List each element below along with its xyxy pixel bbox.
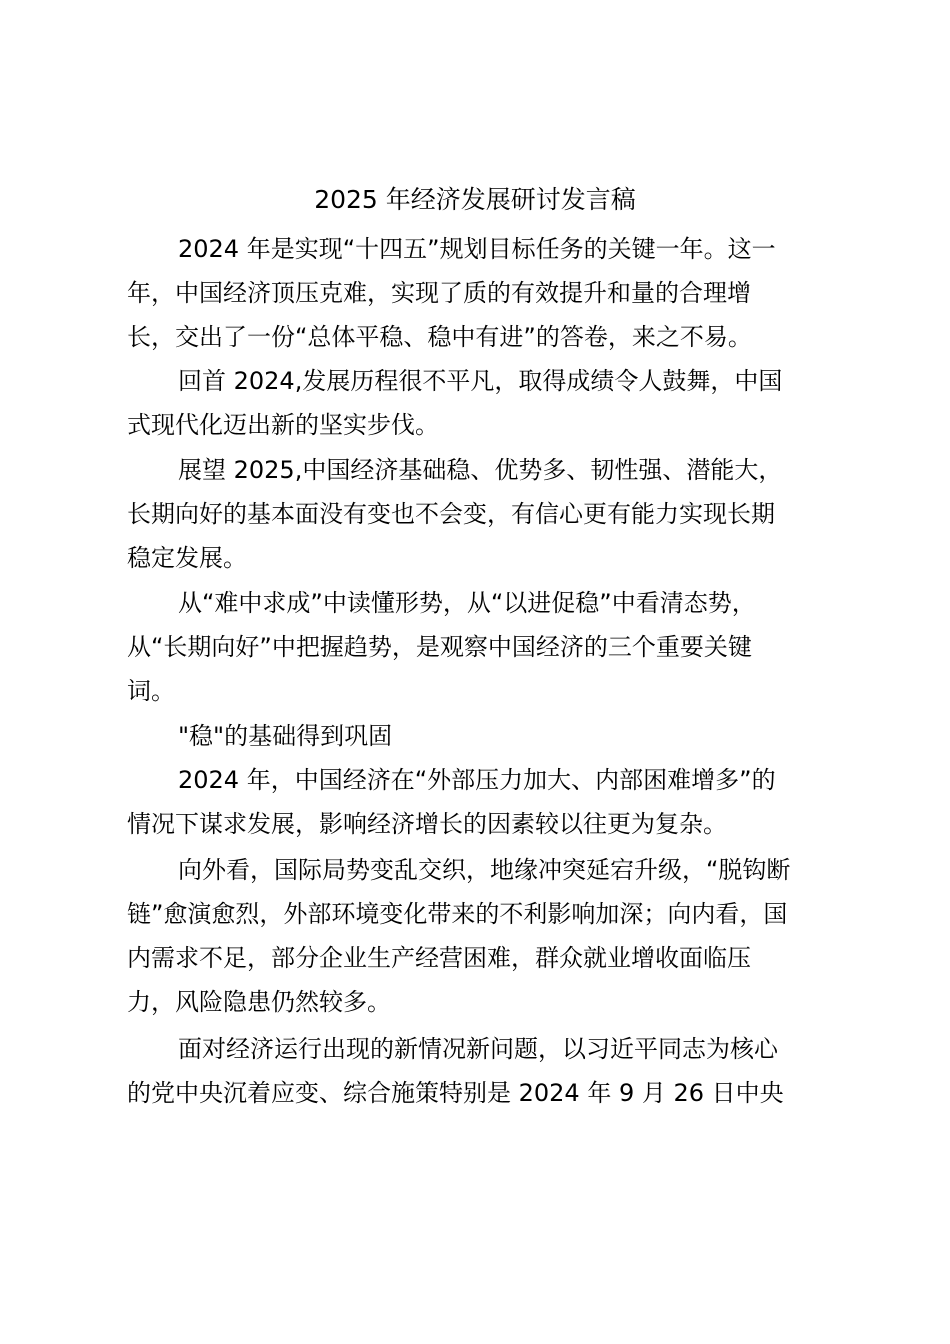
paragraph-line: 2024 年，中国经济在“外部压力加大、内部困难增多”的 (178, 766, 776, 794)
paragraph-2 (127, 359, 847, 447)
section-heading (127, 714, 847, 758)
document-title: 2025 年经济发展研讨发言稿 (314, 185, 636, 214)
paragraph-line: 长，交出了一份“总体平稳、稳中有进”的答卷，来之不易。 (127, 323, 752, 351)
paragraph-line: 年，中国经济顶压克难，实现了质的有效提升和量的合理增 (127, 279, 751, 307)
paragraph-line: 稳定发展。 (127, 544, 247, 572)
paragraph-line: 展望 2025,中国经济基础稳、优势多、韧性强、潜能大， (178, 456, 783, 484)
paragraph-line: 向外看，国际局势变乱交织，地缘冲突延宕升级，“脱钩断 (178, 856, 791, 884)
paragraph-line: 的党中央沉着应变、综合施策特别是 2024 年 9 月 26 日中央 (127, 1079, 784, 1107)
section-heading-text: "稳"的基础得到巩固 (178, 722, 393, 750)
paragraph-6 (127, 848, 847, 1024)
paragraph-line: 内需求不足，部分企业生产经营困难，群众就业增收面临压 (127, 944, 751, 972)
paragraph-line: 回首 2024,发展历程很不平凡，取得成绩令人鼓舞，中国 (178, 367, 783, 395)
paragraph-line: 情况下谋求发展，影响经济增长的因素较以往更为复杂。 (127, 810, 727, 838)
paragraph-line: 从“长期向好”中把握趋势，是观察中国经济的三个重要关键 (127, 633, 752, 661)
paragraph-line: 从“难中求成”中读懂形势，从“以进促稳”中看清态势， (178, 589, 756, 617)
paragraph-line: 式现代化迈出新的坚实步伐。 (127, 411, 439, 439)
paragraph-4 (127, 581, 847, 713)
paragraph-5 (127, 758, 847, 846)
paragraph-line: 词。 (127, 677, 175, 705)
paragraph-line: 2024 年是实现“十四五”规划目标任务的关键一年。这一 (178, 235, 776, 263)
paragraph-1 (127, 227, 847, 359)
paragraph-7 (127, 1027, 847, 1115)
paragraph-line: 力，风险隐患仍然较多。 (127, 988, 391, 1016)
paragraph-line: 链”愈演愈烈，外部环境变化带来的不利影响加深；向内看，国 (127, 900, 788, 928)
paragraph-line: 面对经济运行出现的新情况新问题，以习近平同志为核心 (178, 1035, 778, 1063)
paragraph-line: 长期向好的基本面没有变也不会变，有信心更有能力实现长期 (127, 500, 775, 528)
paragraph-3 (127, 448, 847, 580)
